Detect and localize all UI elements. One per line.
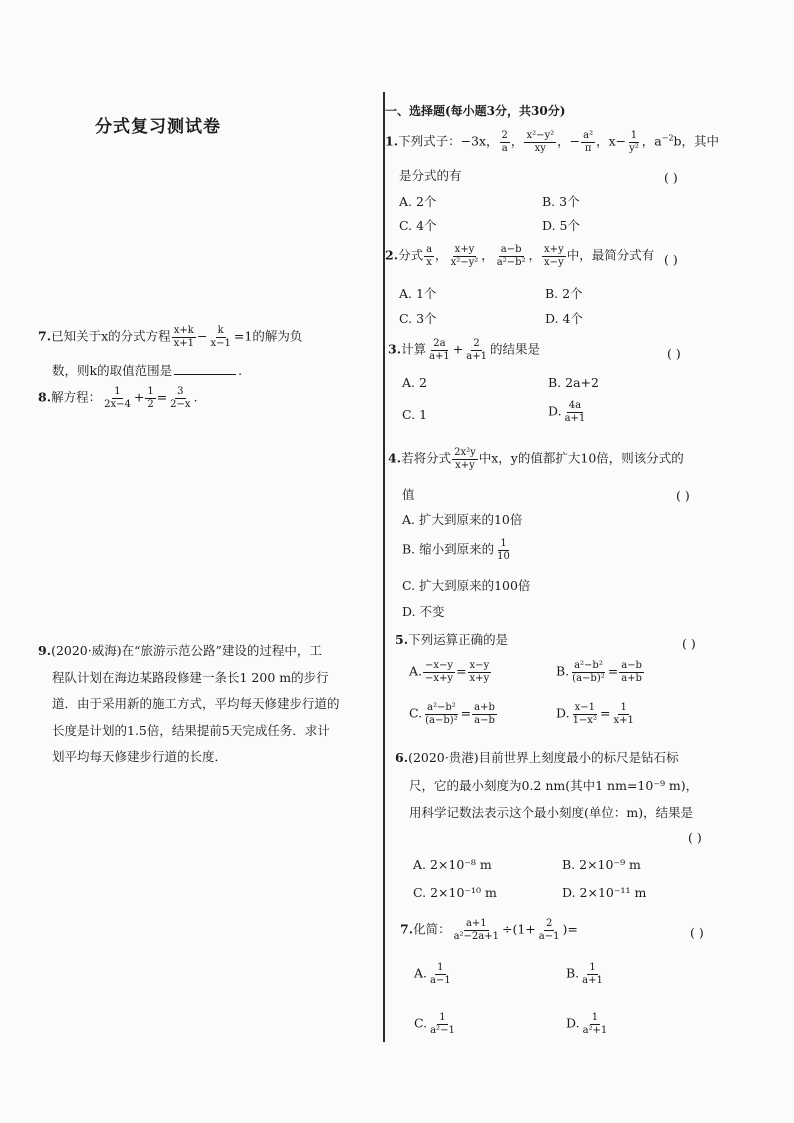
denominator: a bbox=[501, 142, 508, 154]
option-d[interactable]: D. 不变 bbox=[402, 604, 445, 619]
question-3 bbox=[388, 338, 540, 362]
question-text: =1的解为负 bbox=[233, 328, 303, 344]
option-b[interactable] bbox=[566, 962, 606, 986]
option-c[interactable]: C. 扩大到原来的100倍 bbox=[402, 578, 531, 593]
option-label: B. bbox=[566, 965, 580, 981]
numerator: x+y bbox=[544, 244, 564, 255]
denominator: x+y bbox=[455, 459, 475, 471]
denominator: a+1 bbox=[582, 974, 603, 986]
numerator: x²−y² bbox=[526, 130, 555, 141]
option-label: B. bbox=[556, 663, 570, 679]
operator: = bbox=[599, 705, 611, 721]
fraction bbox=[581, 130, 595, 154]
option-a[interactable] bbox=[414, 962, 454, 986]
option-d[interactable]: D. 5个 bbox=[542, 218, 580, 233]
answer-paren[interactable]: ( ) bbox=[676, 488, 690, 503]
left-question-9 bbox=[38, 638, 340, 771]
fraction bbox=[428, 962, 453, 986]
question-6 bbox=[395, 744, 698, 827]
fraction bbox=[570, 660, 607, 684]
operator: = bbox=[607, 663, 619, 679]
option-a[interactable]: A. 2×10⁻⁸ m bbox=[413, 857, 492, 872]
numerator: a−b bbox=[500, 244, 522, 255]
fraction bbox=[524, 130, 556, 154]
question-text: 化简： bbox=[413, 921, 451, 937]
denominator: x+y bbox=[469, 672, 490, 684]
question-text: ，x− bbox=[596, 133, 627, 149]
denominator: 10 bbox=[497, 550, 510, 562]
column-divider bbox=[383, 92, 385, 1042]
question-text: (2020·威海)在“旅游示范公路”建设的过程中，工 bbox=[51, 643, 322, 658]
numerator: 1 bbox=[620, 702, 627, 713]
option-b[interactable]: B. 2×10⁻⁹ m bbox=[562, 857, 641, 872]
option-b[interactable]: B. 2a+2 bbox=[548, 375, 599, 390]
operator: = bbox=[156, 389, 168, 405]
denominator: x²−y² bbox=[450, 256, 479, 268]
punctuation: . bbox=[193, 389, 198, 405]
question-text: (2020·贵港)目前世界上刻度最小的标尺是钻石标 bbox=[408, 750, 679, 765]
denominator: −x+y bbox=[425, 672, 454, 684]
option-label: C. bbox=[414, 1015, 428, 1031]
question-number: 4. bbox=[388, 450, 402, 466]
question-number: 6. bbox=[395, 750, 409, 765]
question-text: ，− bbox=[557, 133, 581, 149]
numerator: 1 bbox=[114, 386, 121, 397]
option-b[interactable]: B. 3个 bbox=[542, 194, 580, 209]
question-text: )= bbox=[562, 921, 578, 937]
denominator: 2−x bbox=[170, 398, 191, 410]
option-c[interactable]: C. 3个 bbox=[399, 311, 437, 326]
denominator: x+1 bbox=[613, 714, 634, 726]
question-text: 解方程： bbox=[51, 389, 102, 405]
question-text: 道．由于采用新的施工方式，平均每天修建步行道的 bbox=[52, 696, 340, 711]
left-question-7-line2 bbox=[52, 361, 242, 379]
option-a[interactable]: A. 扩大到原来的10倍 bbox=[402, 512, 523, 527]
question-text: 的结果是 bbox=[489, 341, 540, 357]
operator: + bbox=[452, 341, 464, 357]
fraction bbox=[468, 660, 492, 684]
answer-paren[interactable]: ( ) bbox=[664, 170, 678, 185]
question-text: 长度是计划的1.5倍，结果提前5天完成任务．求计 bbox=[52, 722, 330, 738]
fraction bbox=[464, 338, 489, 362]
question-text: ÷(1+ bbox=[502, 921, 536, 937]
answer-paren[interactable]: ( ) bbox=[667, 346, 681, 361]
exponent: −2 bbox=[661, 133, 674, 143]
question-number: 9. bbox=[38, 643, 52, 658]
numerator: 1 bbox=[500, 538, 507, 549]
fraction bbox=[168, 386, 192, 410]
question-text: 下列式子：−3x， bbox=[398, 133, 499, 149]
question-1 bbox=[385, 130, 719, 154]
denominator: 2x−4 bbox=[104, 398, 131, 410]
numerator: x−1 bbox=[574, 702, 595, 713]
punctuation: ， bbox=[435, 247, 448, 263]
option-label: D. bbox=[566, 1015, 580, 1031]
fraction bbox=[571, 702, 599, 726]
left-question-8 bbox=[38, 386, 198, 410]
denominator: a²−1 bbox=[430, 1024, 455, 1036]
denominator: a²+1 bbox=[582, 1024, 608, 1036]
numerator: 2 bbox=[473, 338, 480, 349]
numerator: 1 bbox=[147, 386, 154, 397]
numerator: a+b bbox=[474, 702, 495, 713]
option-d[interactable] bbox=[566, 1012, 610, 1036]
question-number: 5. bbox=[395, 632, 409, 647]
question-number: 8. bbox=[38, 389, 52, 405]
denominator: a+b bbox=[621, 672, 642, 684]
numerator: x+k bbox=[173, 325, 194, 336]
option-b[interactable]: B. 2个 bbox=[545, 286, 583, 301]
denominator: π bbox=[584, 142, 592, 154]
denominator: a²−2a+1 bbox=[453, 930, 499, 942]
option-label: D. bbox=[548, 403, 562, 419]
denominator: a+1 bbox=[429, 350, 450, 362]
option-d[interactable]: D. 4个 bbox=[545, 311, 583, 326]
question-text: 下列运算正确的是 bbox=[408, 632, 509, 647]
option-d[interactable] bbox=[556, 702, 637, 726]
punctuation: ， bbox=[528, 247, 542, 263]
fraction bbox=[145, 386, 155, 410]
fraction bbox=[452, 447, 478, 471]
operator: + bbox=[133, 389, 145, 405]
fraction bbox=[581, 1012, 610, 1036]
denominator: x bbox=[426, 256, 432, 268]
numerator: 1 bbox=[437, 962, 444, 973]
numerator: 2 bbox=[501, 130, 508, 141]
denominator: (a−b)² bbox=[425, 714, 458, 726]
numerator: a+1 bbox=[465, 918, 487, 929]
denominator: a−b bbox=[474, 714, 495, 726]
option-c[interactable]: C. 4个 bbox=[399, 218, 437, 233]
denominator: x−y bbox=[544, 256, 564, 268]
numerator: x+y bbox=[454, 244, 475, 255]
option-c[interactable]: C. 1 bbox=[402, 407, 428, 422]
option-b[interactable] bbox=[402, 538, 513, 562]
fraction bbox=[449, 244, 481, 268]
denominator: a−1 bbox=[430, 974, 451, 986]
option-c[interactable] bbox=[409, 702, 498, 726]
option-label: C. bbox=[409, 705, 423, 721]
numerator: 3 bbox=[177, 386, 184, 397]
fraction bbox=[563, 400, 588, 424]
denominator: x−1 bbox=[210, 337, 231, 349]
question-text: 中，最简分式有 bbox=[566, 247, 655, 263]
question-text: b，其中 bbox=[673, 133, 720, 149]
fraction bbox=[611, 702, 635, 726]
fraction bbox=[209, 325, 233, 349]
fraction bbox=[627, 130, 641, 154]
answer-paren[interactable]: ( ) bbox=[690, 925, 704, 940]
question-text: 数，则k的取值范围是 bbox=[52, 363, 173, 378]
answer-paren[interactable]: ( ) bbox=[664, 252, 678, 267]
fraction bbox=[495, 244, 528, 268]
numerator: 1 bbox=[589, 962, 596, 973]
answer-paren[interactable]: ( ) bbox=[682, 636, 696, 651]
section-header: 一、选择题(每小题3分，共30分) bbox=[385, 104, 566, 118]
denominator: x+1 bbox=[173, 337, 195, 349]
fraction bbox=[428, 1012, 457, 1036]
fraction bbox=[537, 918, 562, 942]
numerator: 4a bbox=[568, 400, 582, 411]
punctuation: ， bbox=[481, 247, 494, 263]
fraction bbox=[172, 325, 196, 349]
fraction bbox=[495, 538, 512, 562]
option-label: D. bbox=[556, 705, 570, 721]
question-number: 3. bbox=[388, 341, 402, 357]
numerator: k bbox=[217, 325, 224, 336]
question-text: ，a bbox=[641, 133, 662, 149]
punctuation: . bbox=[238, 363, 243, 378]
fraction bbox=[542, 244, 566, 268]
question-text: 中x，y的值都扩大10倍，则该分式的 bbox=[478, 450, 684, 466]
numerator: −x−y bbox=[425, 660, 454, 671]
question-number: 7. bbox=[400, 921, 414, 937]
question-text: 程队计划在海边某路段修建一条长1 200 m的步行 bbox=[52, 669, 329, 685]
question-5 bbox=[395, 630, 508, 648]
option-d[interactable]: D. 2×10⁻¹¹ m bbox=[562, 885, 647, 900]
question-text: 划平均每天修建步行道的长度． bbox=[52, 749, 228, 764]
fraction bbox=[619, 660, 644, 684]
question-text: 已知关于x的分式方程 bbox=[51, 328, 171, 344]
question-number: 1. bbox=[385, 133, 399, 149]
denominator: a+1 bbox=[466, 350, 487, 362]
question-text: 尺，它的最小刻度为0.2 nm(其中1 nm=10⁻⁹ m)， bbox=[409, 777, 699, 793]
denominator: 2 bbox=[147, 398, 154, 410]
option-a[interactable]: A. 1个 bbox=[399, 286, 437, 301]
denominator: a²−b² bbox=[496, 256, 526, 268]
numerator: 1 bbox=[439, 1012, 446, 1023]
answer-blank[interactable] bbox=[174, 374, 236, 375]
answer-paren[interactable]: ( ) bbox=[688, 830, 702, 845]
question-7 bbox=[400, 918, 578, 942]
option-a[interactable]: A. 2 bbox=[402, 375, 427, 390]
page-title: 分式复习测试卷 bbox=[95, 117, 221, 137]
fraction bbox=[500, 130, 510, 154]
question-2 bbox=[385, 244, 654, 268]
question-4 bbox=[388, 447, 684, 471]
numerator: a² bbox=[583, 130, 594, 141]
option-c[interactable]: C. 2×10⁻¹⁰ m bbox=[413, 885, 497, 900]
question-4-line2: 值 bbox=[402, 487, 415, 502]
denominator: xy bbox=[534, 142, 546, 154]
fraction bbox=[424, 244, 434, 268]
denominator: 1−x² bbox=[572, 714, 597, 726]
numerator: x−y bbox=[469, 660, 490, 671]
option-label: A. bbox=[414, 965, 428, 981]
fraction bbox=[423, 702, 460, 726]
operator: = bbox=[456, 663, 467, 679]
option-b[interactable] bbox=[556, 660, 645, 684]
question-text: 计算 bbox=[401, 341, 427, 357]
numerator: a bbox=[426, 244, 433, 255]
fraction bbox=[580, 962, 605, 986]
option-a[interactable] bbox=[409, 660, 492, 684]
option-label: A. bbox=[409, 663, 423, 679]
option-c[interactable] bbox=[414, 1012, 458, 1036]
numerator: 2 bbox=[545, 918, 553, 929]
question-text: 分式 bbox=[398, 247, 424, 263]
denominator: y² bbox=[629, 142, 639, 154]
fraction bbox=[427, 338, 452, 362]
numerator: a²−b² bbox=[574, 660, 603, 671]
fraction bbox=[423, 660, 455, 684]
fraction bbox=[102, 386, 133, 410]
numerator: 2x²y bbox=[454, 447, 476, 458]
operator: = bbox=[460, 705, 472, 721]
operator: − bbox=[197, 328, 208, 344]
numerator: a²−b² bbox=[426, 702, 456, 713]
question-number: 2. bbox=[385, 247, 399, 263]
fraction bbox=[472, 702, 497, 726]
denominator: a+1 bbox=[564, 412, 586, 424]
fraction bbox=[452, 918, 501, 942]
numerator: a−b bbox=[621, 660, 642, 671]
option-label: B. 缩小到原来的 bbox=[402, 541, 495, 557]
question-number: 7. bbox=[38, 328, 52, 344]
denominator: a−1 bbox=[538, 930, 560, 942]
question-text: 若将分式 bbox=[401, 450, 452, 466]
denominator: (a−b)² bbox=[572, 672, 605, 684]
option-d[interactable] bbox=[548, 400, 588, 424]
numerator: 1 bbox=[630, 130, 638, 141]
question-text: ， bbox=[510, 133, 524, 149]
question-1-line2: 是分式的有 bbox=[399, 168, 462, 183]
option-a[interactable]: A. 2个 bbox=[399, 194, 437, 209]
numerator: 2a bbox=[433, 338, 446, 349]
left-question-7 bbox=[38, 325, 302, 349]
numerator: 1 bbox=[591, 1012, 599, 1023]
question-text: 用科学记数法表示这个最小刻度(单位：m)，结果是 bbox=[409, 805, 694, 820]
